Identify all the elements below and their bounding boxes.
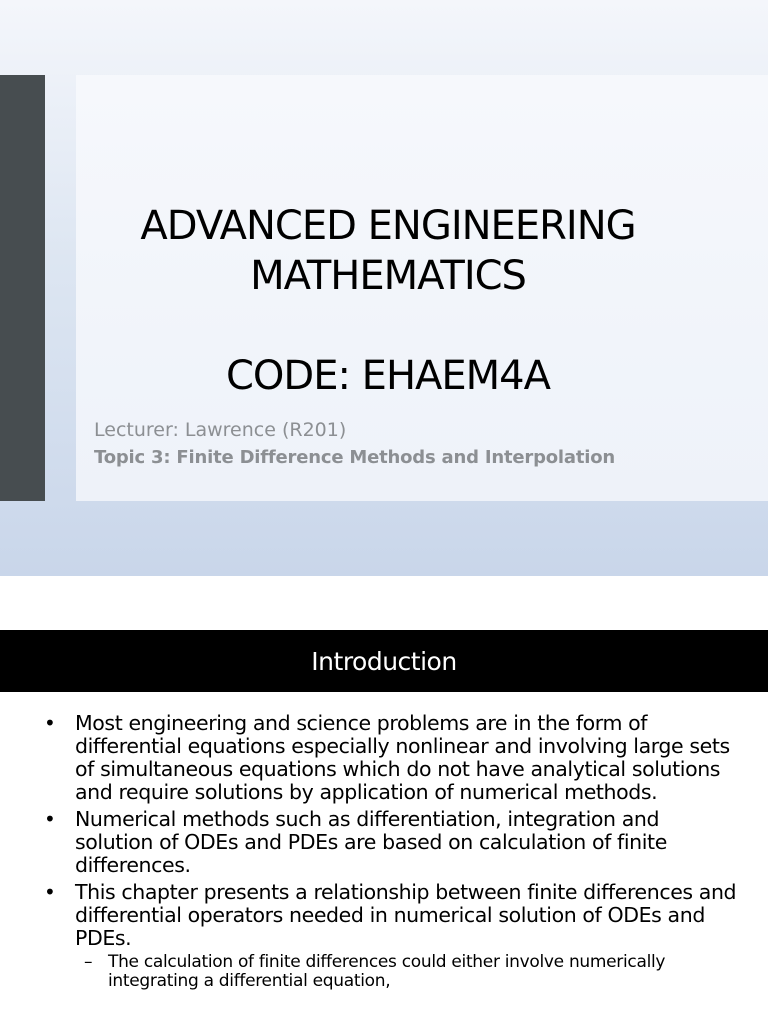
lecturer-line: Lecturer: Lawrence (R201) [94,419,347,441]
title-panel [76,75,768,501]
bullet-icon: • [44,807,56,831]
dash-icon: – [84,952,93,972]
course-title-line2: MATHEMATICS [250,253,526,299]
course-title-line1: ADVANCED ENGINEERING [140,203,636,249]
bullet-list [0,712,768,995]
course-code: CODE: EHAEM4A [226,353,550,399]
accent-bar [0,75,45,501]
sub-bullet-text: The calculation of finite differences could either involve numerically integrating a differential equation, [108,952,666,991]
list-item [0,881,768,991]
bullet-text: Numerical methods such as differentiation, integration and solution of ODEs and PDEs are based on calculation of finite differences. [75,807,667,877]
bullet-icon: • [44,711,56,735]
list-item [0,808,768,877]
bullet-text: Most engineering and science problems are in the form of differential equations especially nonlinear and involving large sets of simultaneous equations which do not have analytical solutions and require solutions by application of numerical methods. [75,711,730,804]
slide-header: Introduction [0,630,768,692]
sub-list-item [0,953,738,991]
list-item [0,712,768,804]
topic-line: Topic 3: Finite Difference Methods and Interpolation [94,447,615,468]
bullet-icon: • [44,880,56,904]
bullet-text: This chapter presents a relationship between finite differences and differential operators needed in numerical solution of ODEs and PDEs. [75,880,737,950]
introduction-slide [0,630,768,1024]
